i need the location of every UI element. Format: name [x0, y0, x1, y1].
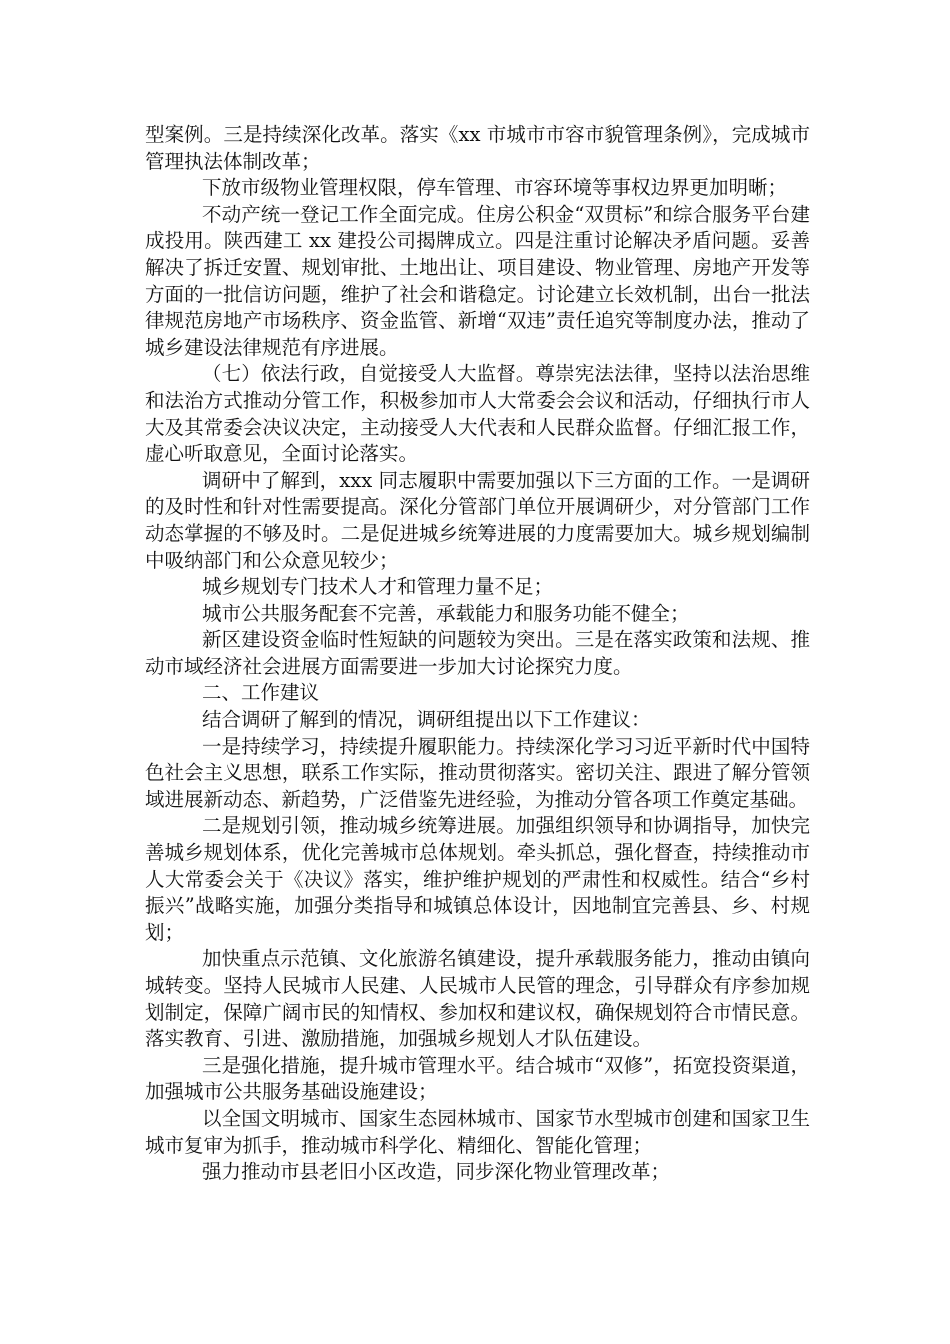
document-body: [145, 122, 810, 1186]
paragraph: 一是持续学习，持续提升履职能力。持续深化学习习近平新时代中国特色社会主义思想，联系工作实际，推动贯彻落实。密切关注、跟进了解分管领域进展新动态、新趋势，广泛借鉴先进经验，为推动分管各项工作奠定基础。: [145, 734, 810, 811]
paragraph: 加快重点示范镇、文化旅游名镇建设，提升承载服务能力，推动由镇向城转变。坚持人民城市人民建、人民城市人民管的理念，引导群众有序参加规划制定，保障广阔市民的知情权、参加权和建议权，确保规划符合市情民意。落实教育、引进、激励措施，加强城乡规划人才队伍建设。: [145, 947, 810, 1051]
paragraph: 不动产统一登记工作全面完成。住房公积金“双贯标”和综合服务平台建成投用。陕西建工 xx 建投公司揭牌成立。四是注重讨论解决矛盾问题。妥善解决了拆迁安置、规划审批、土地出让、项目建设、物业管理、房地产开发等方面的一批信访问题，维护了社会和谐稳定。讨论建立长效机制，出台一批法律规范房地产市场秩序、资金监管、新增“双违”责任追究等制度办法，推动了城乡建设法律规范有序进展。: [145, 202, 810, 359]
section-heading: 二、工作建议: [202, 681, 320, 705]
paragraph: 下放市级物业管理权限，停车管理、市容环境等事权边界更加明晰；: [202, 176, 788, 200]
paragraph: 强力推动市县老旧小区改造，同步深化物业管理改革；: [202, 1160, 671, 1184]
paragraph: （七）依法行政，自觉接受人大监督。尊崇宪法法律，坚持以法治思维和法治方式推动分管工作，积极参加市人大常委会会议和活动，仔细执行市人大及其常委会决议决定，主动接受人大代表和人民群众监督。仔细汇报工作，虚心听取意见，全面讨论落实。: [145, 362, 810, 466]
paragraph: 调研中了解到，xxx 同志履职中需要加强以下三方面的工作。一是调研的及时性和针对性需要提高。深化分管部门单位开展调研少，对分管部门工作动态掌握的不够及时。二是促进城乡统筹进展的力度需要加大。城乡规划编制中吸纳部门和公众意见较少；: [145, 468, 810, 572]
paragraph: 城乡规划专门技术人才和管理力量不足；: [202, 575, 554, 599]
paragraph: 二是规划引领，推动城乡统筹进展。加强组织领导和协调指导，加快完善城乡规划体系，优化完善城市总体规划。牵头抓总，强化督查，持续推动市人大常委会关于《决议》落实，维护维护规划的严肃性和权威性。结合“乡村振兴”战略实施，加强分类指导和城镇总体设计，因地制宜完善县、乡、村规划；: [145, 814, 810, 944]
paragraph: 三是强化措施，提升城市管理水平。结合城市“双修”，拓宽投资渠道，加强城市公共服务基础设施建设；: [145, 1053, 810, 1104]
paragraph: 新区建设资金临时性短缺的问题较为突出。三是在落实政策和法规、推动市域经济社会进展方面需要进一步加大讨论探究力度。: [145, 628, 810, 678]
paragraph: 城市公共服务配套不完善，承载能力和服务功能不健全；: [202, 601, 690, 625]
paragraph: 型案例。三是持续深化改革。落实《xx 市城市市容市貌管理条例》，完成城市管理执法体制改革；: [145, 123, 810, 173]
paragraph: 以全国文明城市、国家生态园林城市、国家节水型城市创建和国家卫生城市复审为抓手，推动城市科学化、精细化、智能化管理；: [145, 1106, 810, 1157]
paragraph: 结合调研了解到的情况，调研组提出以下工作建议：: [202, 708, 651, 732]
